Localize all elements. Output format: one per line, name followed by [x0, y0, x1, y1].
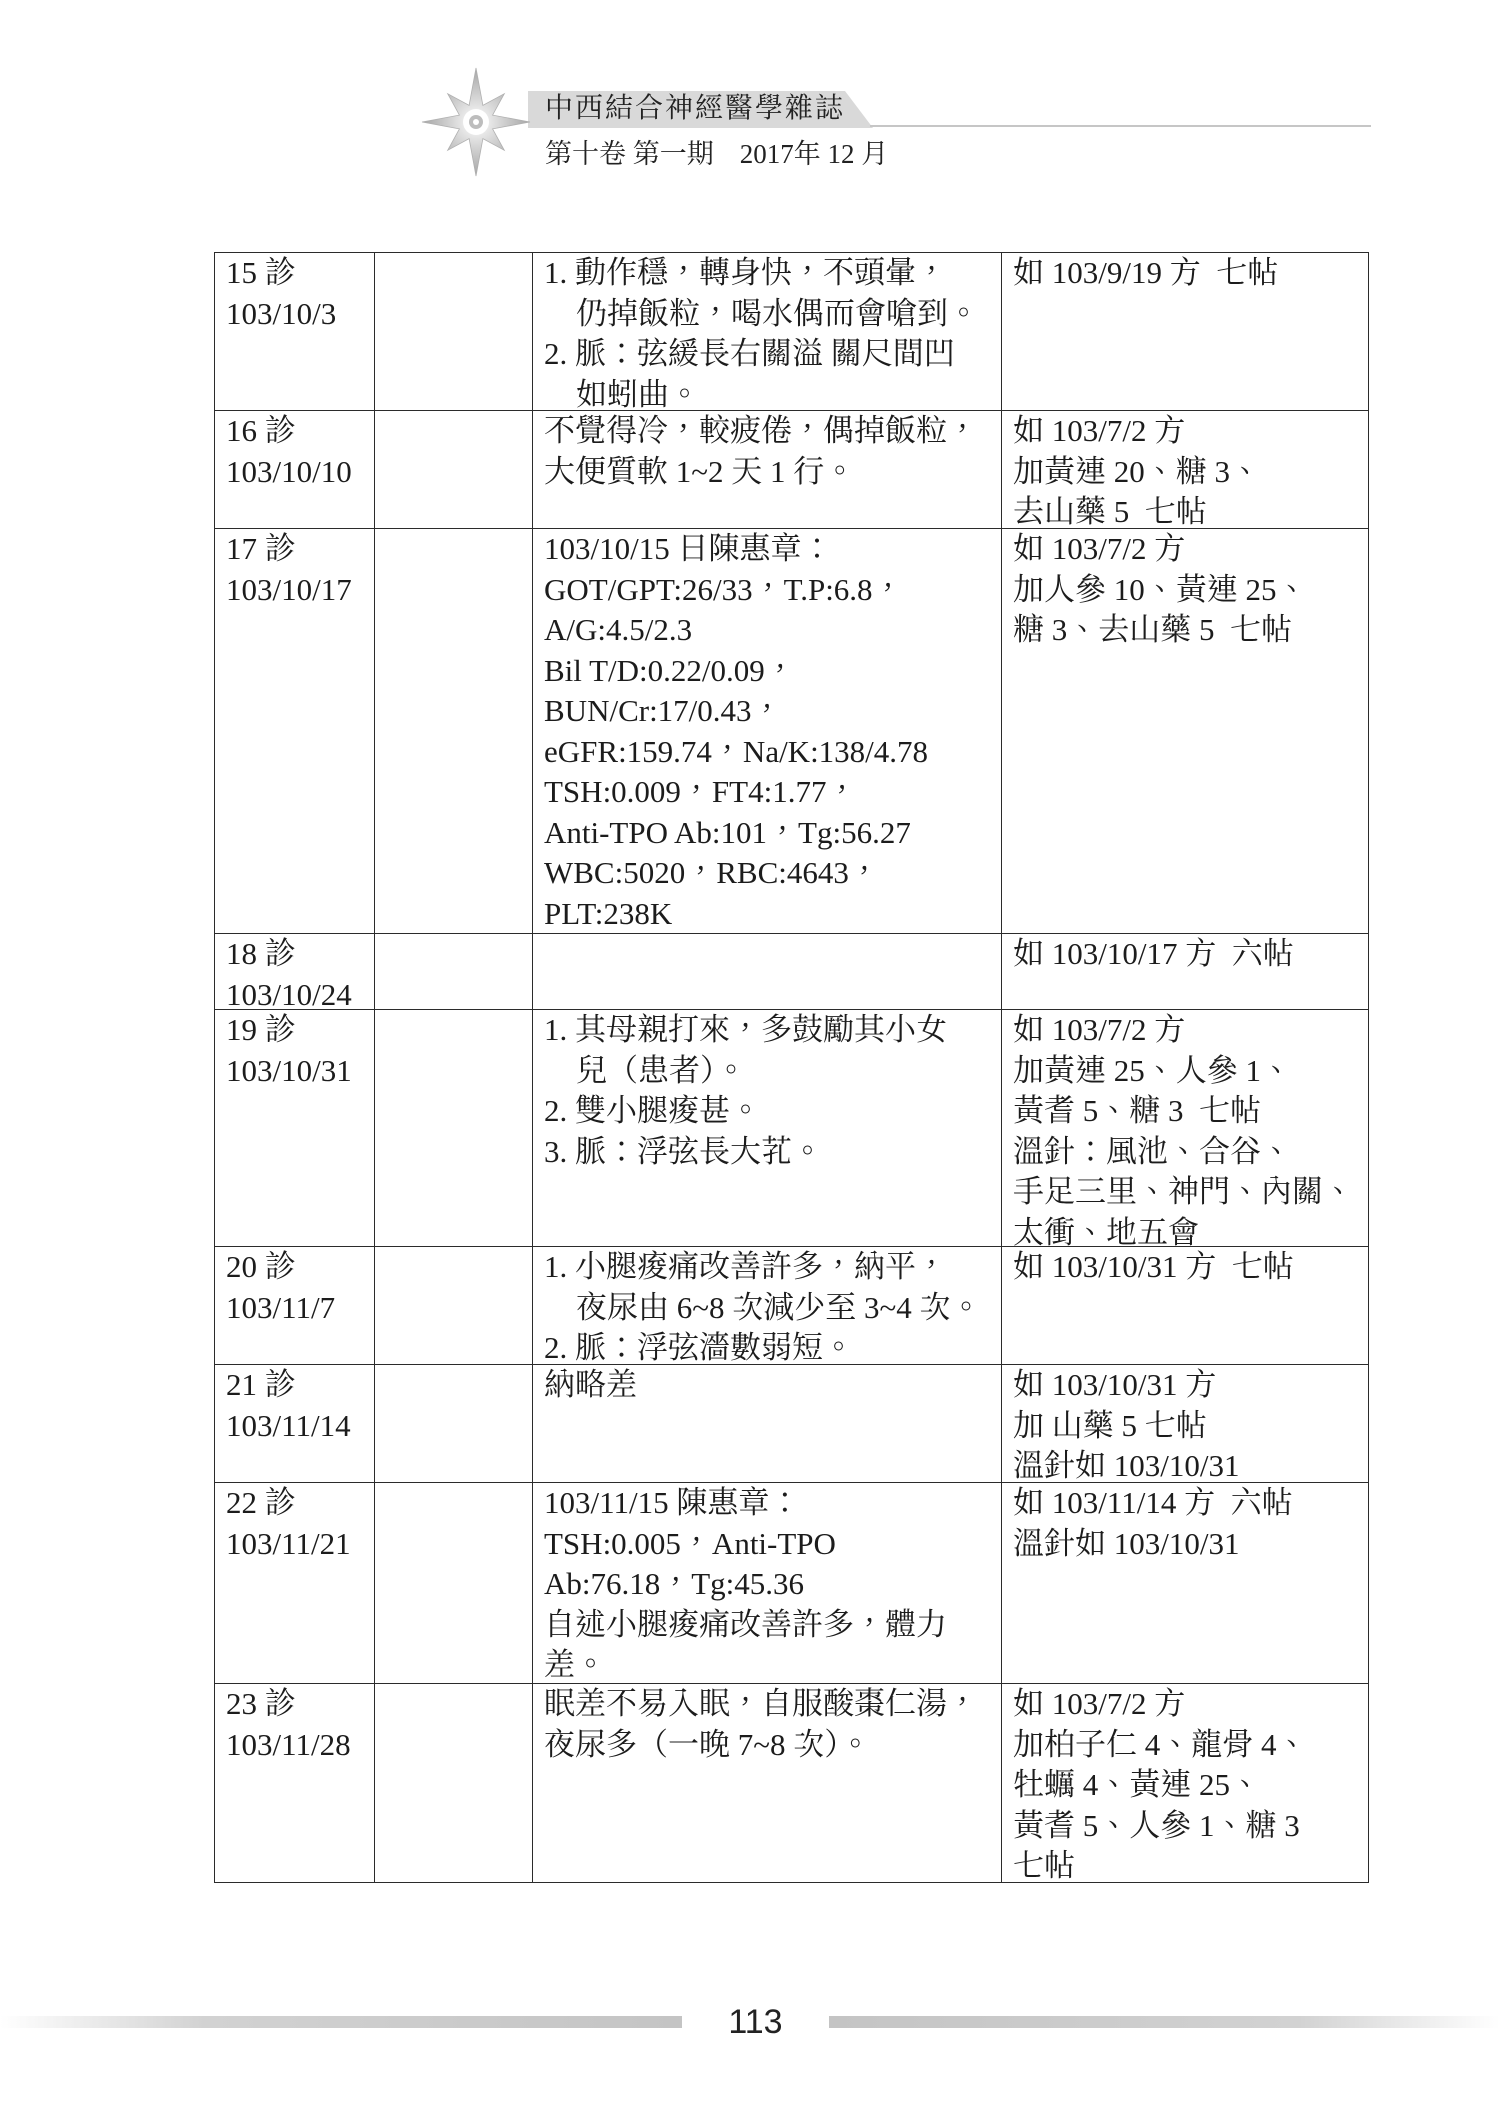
blank-cell — [375, 1010, 533, 1247]
findings-line: 2. 雙小腿痠甚。 — [544, 1093, 761, 1128]
visit-cell — [215, 529, 375, 934]
prescription-line: 糖 3、去山藥 5 七帖 — [1013, 612, 1292, 647]
prescription-line: 如 103/9/19 方 七帖 — [1013, 255, 1279, 290]
findings-line: 3. 脈：浮弦長大芤。 — [544, 1133, 823, 1169]
findings-line: Bil T/D:0.22/0.09， — [544, 652, 796, 688]
prescription-line: 加黃連 25、人參 1、 — [1013, 1052, 1292, 1088]
visit-date: 103/10/3 — [226, 295, 337, 331]
findings-cell — [533, 1684, 1002, 1883]
findings-line: 仍掉飯粒，喝水偶而會嗆到。 — [576, 295, 979, 331]
findings-line: GOT/GPT:26/33，T.P:6.8， — [544, 571, 904, 607]
visit-cell — [215, 1365, 375, 1483]
findings-cell — [533, 1247, 1002, 1365]
visit-date: 103/11/28 — [226, 1726, 351, 1762]
journal-issue-line — [545, 136, 888, 172]
blank-cell — [375, 1365, 533, 1483]
visit-number: 19 診 — [226, 1012, 296, 1047]
findings-line: 如蚓曲。 — [576, 376, 700, 412]
findings-line: 1. 動作穩，轉身快，不頭暈， — [544, 255, 947, 290]
blank-cell — [375, 1483, 533, 1684]
table-row-22 — [215, 1483, 1369, 1684]
blank-cell — [375, 1247, 533, 1365]
visit-number: 15 診 — [226, 255, 296, 290]
header-rule — [870, 125, 1371, 127]
prescription-line: 黃耆 5、糖 3 七帖 — [1013, 1093, 1261, 1128]
journal-date: 2017年 12 月 — [739, 139, 889, 169]
prescription-cell — [1002, 1010, 1369, 1250]
footer-bar-right — [829, 2016, 1500, 2028]
findings-line: BUN/Cr:17/0.43， — [544, 693, 783, 728]
prescription-line: 如 103/7/2 方 — [1013, 531, 1186, 566]
findings-line: 納略差 — [544, 1367, 637, 1402]
prescription-line: 加人參 10、黃連 25、 — [1013, 571, 1308, 607]
findings-line: WBC:5020，RBC:4643， — [544, 855, 880, 890]
visit-date: 103/10/31 — [226, 1052, 352, 1088]
findings-line: 2. 脈：浮弦濇數弱短。 — [544, 1330, 854, 1365]
findings-line: 不覺得冷，較疲倦，偶掉飯粒， — [544, 413, 978, 448]
blank-cell — [375, 411, 533, 529]
findings-cell — [533, 1365, 1002, 1483]
table-row-17 — [215, 529, 1369, 934]
prescription-line: 如 103/10/31 方 — [1013, 1367, 1217, 1402]
findings-line: 103/10/15 日陳惠章： — [544, 531, 833, 566]
prescription-line: 牡蠣 4、黃連 25、 — [1013, 1767, 1261, 1802]
blank-cell — [375, 529, 533, 934]
blank-cell — [375, 253, 533, 411]
table-row-15 — [215, 253, 1369, 411]
table-row-18 — [215, 934, 1369, 1010]
table-row-19 — [215, 1010, 1369, 1250]
prescription-line: 如 103/7/2 方 — [1013, 1012, 1186, 1047]
prescription-cell — [1002, 1247, 1369, 1365]
findings-line: 夜尿由 6~8 次減少至 3~4 次。 — [576, 1289, 982, 1325]
prescription-cell — [1002, 411, 1369, 529]
visit-number: 17 診 — [226, 531, 296, 566]
visit-date: 103/10/10 — [226, 453, 352, 489]
visit-cell — [215, 1483, 375, 1684]
table-row-16 — [215, 411, 1369, 529]
blank-cell — [375, 934, 533, 1010]
findings-line: eGFR:159.74，Na/K:138/4.78 — [544, 733, 929, 769]
findings-line: 差。 — [544, 1647, 606, 1682]
prescription-line: 手足三里、神門、內關、 — [1013, 1174, 1354, 1209]
visit-number: 21 診 — [226, 1367, 296, 1402]
prescription-line: 太衝、地五會 — [1013, 1214, 1199, 1250]
prescription-line: 加 山藥 5 七帖 — [1013, 1407, 1207, 1443]
findings-line: 兒（患者）。 — [576, 1052, 747, 1088]
visit-cell — [215, 1010, 375, 1247]
prescription-line: 七帖 — [1013, 1848, 1075, 1883]
prescription-line: 溫針如 103/10/31 — [1013, 1448, 1240, 1483]
findings-cell — [533, 253, 1002, 411]
findings-line: 1. 其母親打來，多鼓勵其小女 — [544, 1012, 947, 1047]
findings-line: TSH:0.005，Anti-TPO — [544, 1525, 836, 1561]
prescription-line: 如 103/11/14 方 六帖 — [1013, 1485, 1293, 1520]
visit-cell — [215, 253, 375, 411]
prescription-cell — [1002, 253, 1369, 411]
page-number: 113 — [728, 2003, 783, 2041]
findings-line: 2. 脈：弦緩長右關溢 關尺間凹 — [544, 336, 955, 371]
findings-line: 大便質軟 1~2 天 1 行。 — [544, 453, 856, 489]
prescription-cell — [1002, 529, 1369, 934]
visit-number: 18 診 — [226, 936, 296, 971]
visit-number: 16 診 — [226, 413, 296, 448]
table-row-20 — [215, 1247, 1369, 1365]
findings-cell — [533, 1483, 1002, 1684]
findings-cell — [533, 529, 1002, 934]
findings-line: A/G:4.5/2.3 — [544, 612, 693, 647]
prescription-line: 加柏子仁 4、龍骨 4、 — [1013, 1726, 1308, 1762]
findings-line: PLT:238K — [544, 895, 673, 931]
findings-line: Ab:76.18，Tg:45.36 — [544, 1566, 805, 1601]
visit-date: 103/10/17 — [226, 571, 352, 607]
prescription-line: 黃耆 5、人參 1、糖 3 — [1013, 1807, 1300, 1843]
visit-cell — [215, 411, 375, 529]
visit-date: 103/11/7 — [226, 1289, 336, 1325]
visit-cell — [215, 1247, 375, 1365]
visit-cell — [215, 934, 375, 1010]
blank-cell — [375, 1684, 533, 1883]
table-row-21 — [215, 1365, 1369, 1483]
prescription-line: 溫針如 103/10/31 — [1013, 1525, 1240, 1561]
prescription-line: 溫針：風池、合谷、 — [1013, 1133, 1292, 1169]
prescription-line: 去山藥 5 七帖 — [1013, 494, 1207, 529]
findings-line: 自述小腿痠痛改善許多，體力 — [544, 1606, 947, 1642]
prescription-line: 如 103/7/2 方 — [1013, 413, 1186, 448]
findings-cell — [533, 1010, 1002, 1247]
visit-number: 22 診 — [226, 1485, 296, 1520]
journal-title: 中西結合神經醫學雜誌 — [545, 93, 846, 124]
prescription-line: 如 103/10/31 方 七帖 — [1013, 1249, 1294, 1284]
findings-cell — [533, 934, 1002, 1010]
findings-line: 1. 小腿痠痛改善許多，納平， — [544, 1249, 947, 1284]
visit-number: 23 診 — [226, 1686, 296, 1721]
footer-bar-left — [0, 2016, 682, 2028]
visit-number: 20 診 — [226, 1249, 296, 1284]
findings-line: 103/11/15 陳惠章： — [544, 1485, 801, 1520]
visit-date: 103/11/14 — [226, 1407, 351, 1443]
prescription-line: 加黃連 20、糖 3、 — [1013, 453, 1261, 489]
journal-volume-issue: 第十卷 第一期 — [545, 139, 714, 169]
findings-line: Anti-TPO Ab:101，Tg:56.27 — [544, 814, 911, 850]
visit-date: 103/10/24 — [226, 976, 352, 1012]
prescription-cell — [1002, 934, 1369, 1010]
prescription-line: 如 103/7/2 方 — [1013, 1686, 1186, 1721]
findings-line: 眠差不易入眠，自服酸棗仁湯， — [544, 1686, 978, 1721]
findings-line: 夜尿多（一晚 7~8 次）。 — [544, 1726, 871, 1762]
visit-table — [214, 252, 1369, 1883]
prescription-cell — [1002, 1684, 1369, 1883]
star-burst-icon — [420, 64, 532, 180]
prescription-cell — [1002, 1365, 1369, 1483]
findings-line: TSH:0.009，FT4:1.77， — [544, 774, 858, 809]
prescription-line: 如 103/10/17 方 六帖 — [1013, 936, 1294, 971]
table-row-23 — [215, 1684, 1369, 1883]
prescription-cell — [1002, 1483, 1369, 1684]
visit-cell — [215, 1684, 375, 1883]
findings-cell — [533, 411, 1002, 529]
visit-date: 103/11/21 — [226, 1525, 351, 1561]
